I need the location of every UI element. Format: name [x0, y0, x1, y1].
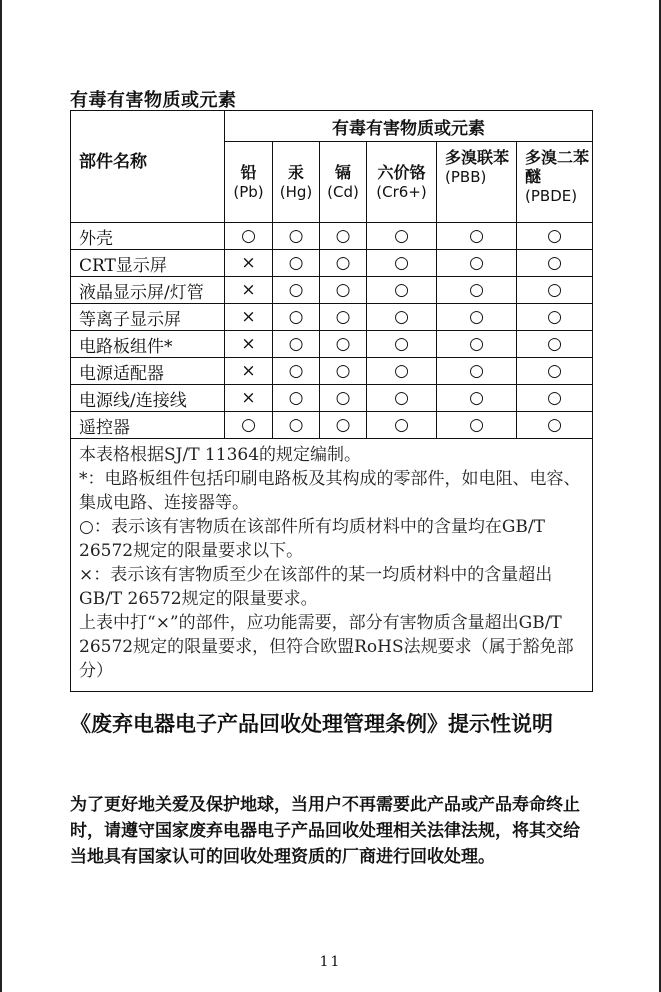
- substance-mark: ○: [320, 358, 367, 385]
- substance-mark: ○: [437, 304, 517, 331]
- page-border-left: [0, 0, 2, 992]
- substance-mark: ○: [273, 412, 320, 439]
- substances-group-header: 有毒有害物质或元素: [225, 111, 593, 142]
- substance-mark: ○: [320, 304, 367, 331]
- substance-mark: ○: [320, 223, 367, 250]
- note-cross: ×：表示该有害物质至少在该部件的某一均质材料中的含量超出GB/T 26572规定的限量要求。: [79, 565, 553, 609]
- part-name: 液晶显示屏/灯管: [71, 277, 225, 304]
- substance-mark: ○: [273, 277, 320, 304]
- substance-mark: ○: [517, 385, 593, 412]
- substance-mark: ○: [517, 223, 593, 250]
- substance-mark: ○: [367, 250, 437, 277]
- substance-mark: ○: [367, 223, 437, 250]
- substance-mark: ○: [517, 331, 593, 358]
- part-name: CRT显示屏: [71, 250, 225, 277]
- part-name: 电路板组件*: [71, 331, 225, 358]
- substance-mark: ○: [367, 304, 437, 331]
- substance-mark: ○: [437, 385, 517, 412]
- column-header-pbb: 多溴联苯 (PBB): [437, 142, 517, 223]
- note-rohs: 上表中打“×”的部件，应功能需要，部分有害物质含量超出GB/T 26572规定的限量要求，但符合欧盟RoHS法规要求（属于豁免部分）: [79, 613, 574, 681]
- table-row: [71, 304, 593, 331]
- substance-mark: ○: [367, 385, 437, 412]
- substance-mark: ○: [320, 385, 367, 412]
- part-name: 电源线/连接线: [71, 385, 225, 412]
- substance-mark: ○: [517, 304, 593, 331]
- substance-mark: ○: [517, 358, 593, 385]
- substance-mark: ×: [225, 385, 273, 412]
- column-header-cd: 镉 (Cd): [320, 142, 367, 223]
- substance-mark: ○: [437, 331, 517, 358]
- substance-mark: ○: [225, 223, 273, 250]
- table-row: [71, 250, 593, 277]
- substance-mark: ×: [225, 304, 273, 331]
- substance-mark: ×: [225, 277, 273, 304]
- substance-mark: ○: [517, 412, 593, 439]
- substance-mark: ○: [367, 412, 437, 439]
- table-row: [71, 385, 593, 412]
- table-row: [71, 277, 593, 304]
- part-name-header: 部件名称: [71, 111, 225, 223]
- table-notes: [71, 439, 593, 692]
- substance-mark: ×: [225, 250, 273, 277]
- table-row: [71, 331, 593, 358]
- substance-mark: ○: [320, 250, 367, 277]
- part-name: 遥控器: [71, 412, 225, 439]
- column-header-cr6: 六价铬 (Cr6+): [367, 142, 437, 223]
- substance-mark: ○: [320, 277, 367, 304]
- column-header-pb: 铅 (Pb): [225, 142, 273, 223]
- part-name: 外壳: [71, 223, 225, 250]
- substance-mark: ○: [437, 223, 517, 250]
- page-number: 11: [319, 954, 342, 970]
- substance-mark: ○: [320, 412, 367, 439]
- substance-mark: ○: [273, 250, 320, 277]
- substance-mark: ○: [273, 331, 320, 358]
- note-circle: ○：表示该有害物质在该部件所有均质材料中的含量均在GB/T 26572规定的限量要求以下。: [79, 517, 545, 561]
- substance-mark: ○: [225, 412, 273, 439]
- substance-mark: ○: [367, 277, 437, 304]
- substance-mark: ×: [225, 331, 273, 358]
- table-caption: 有毒有害物质或元素: [70, 90, 237, 111]
- substance-mark: ○: [367, 358, 437, 385]
- substance-mark: ○: [517, 250, 593, 277]
- substance-mark: ○: [437, 412, 517, 439]
- table-row: [71, 358, 593, 385]
- substance-mark: ○: [437, 250, 517, 277]
- note-asterisk: *：电路板组件包括印刷电路板及其构成的零部件，如电阻、电容、集成电路、连接器等。: [79, 469, 581, 513]
- substance-mark: ○: [273, 358, 320, 385]
- part-name: 电源适配器: [71, 358, 225, 385]
- substance-mark: ×: [225, 358, 273, 385]
- section-title: 《废弃电器电子产品回收处理管理条例》提示性说明: [70, 711, 553, 736]
- substance-mark: ○: [517, 277, 593, 304]
- table-row: [71, 412, 593, 439]
- substance-mark: ○: [437, 277, 517, 304]
- column-header-hg: 汞 (Hg): [273, 142, 320, 223]
- part-name: 等离子显示屏: [71, 304, 225, 331]
- substance-mark: ○: [320, 331, 367, 358]
- substance-mark: ○: [367, 331, 437, 358]
- hazardous-substances-table: [70, 110, 593, 692]
- table-row: [71, 223, 593, 250]
- column-header-pbde: 多溴二苯醚 (PBDE): [517, 142, 593, 223]
- substance-mark: ○: [273, 385, 320, 412]
- recycling-paragraph: 为了更好地关爱及保护地球，当用户不再需要此产品或产品寿命终止时，请遵守国家废弃电器电子产品回收处理相关法律法规，将其交给当地具有国家认可的回收处理资质的厂商进行回收处理。: [70, 795, 580, 867]
- note-standard: 本表格根据SJ/T 11364的规定编制。: [79, 445, 362, 465]
- substance-mark: ○: [273, 304, 320, 331]
- substance-mark: ○: [273, 223, 320, 250]
- substance-mark: ○: [437, 358, 517, 385]
